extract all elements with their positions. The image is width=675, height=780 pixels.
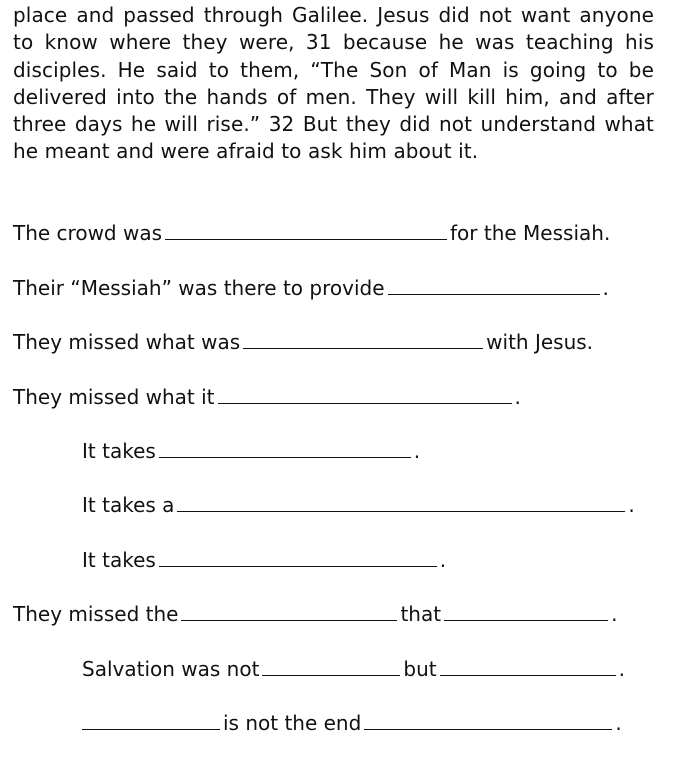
line-text: It takes (82, 548, 156, 572)
answer-blank[interactable] (159, 439, 411, 458)
passage-text: place and passed through Galilee. Jesus did not want anyone to know where they were, 31 because he was teaching his disciples. He said to them, “The Son of Man is going to be delivered into the hands of men. They will kill him, and after three days he will rise.” 32 But they did not understand what he meant and were afraid to ask him about it. (13, 3, 654, 164)
fill-line-takes-1 (82, 439, 420, 463)
fill-line-salvation (82, 657, 625, 681)
answer-blank[interactable] (262, 657, 400, 676)
line-text: They missed what was (13, 330, 241, 354)
answer-blank[interactable] (218, 385, 512, 404)
line-text: They missed the (13, 602, 179, 626)
line-text: with Jesus. (486, 330, 594, 354)
line-text: Their “Messiah” was there to provide (13, 276, 385, 300)
line-text: . (615, 711, 622, 735)
line-text: is not the end (223, 711, 362, 735)
line-text: . (439, 548, 447, 572)
fill-line-takes-3 (82, 548, 446, 572)
line-text: It takes (82, 439, 156, 463)
fill-line-missed-the (13, 602, 617, 626)
fill-line-missed-it (13, 385, 521, 409)
scripture-passage (13, 2, 654, 166)
line-text: . (628, 493, 635, 517)
line-text: It takes a (82, 493, 175, 517)
fill-line-missed-was (13, 330, 593, 354)
line-text: . (618, 657, 625, 681)
answer-blank[interactable] (159, 548, 437, 567)
answer-blank[interactable] (243, 330, 483, 349)
line-text: Salvation was not (82, 657, 260, 681)
line-text: that (400, 602, 442, 626)
line-text: . (413, 439, 421, 463)
answer-blank[interactable] (388, 276, 600, 295)
answer-blank[interactable] (177, 493, 625, 512)
answer-blank[interactable] (440, 657, 616, 676)
fill-line-not-the-end (82, 711, 622, 735)
answer-blank[interactable] (444, 602, 608, 621)
answer-blank[interactable] (82, 711, 220, 730)
line-text: but (403, 657, 437, 681)
fill-line-crowd (13, 221, 610, 245)
answer-blank[interactable] (181, 602, 397, 621)
fill-line-messiah (13, 276, 609, 300)
answer-blank[interactable] (364, 711, 612, 730)
line-text: . (602, 276, 609, 300)
line-text: . (514, 385, 521, 409)
line-text: They missed what it (13, 385, 215, 409)
line-text: . (611, 602, 618, 626)
fill-line-takes-2 (82, 493, 635, 517)
line-text: for the Messiah. (450, 221, 611, 245)
line-text: The crowd was (13, 221, 163, 245)
answer-blank[interactable] (165, 221, 447, 240)
